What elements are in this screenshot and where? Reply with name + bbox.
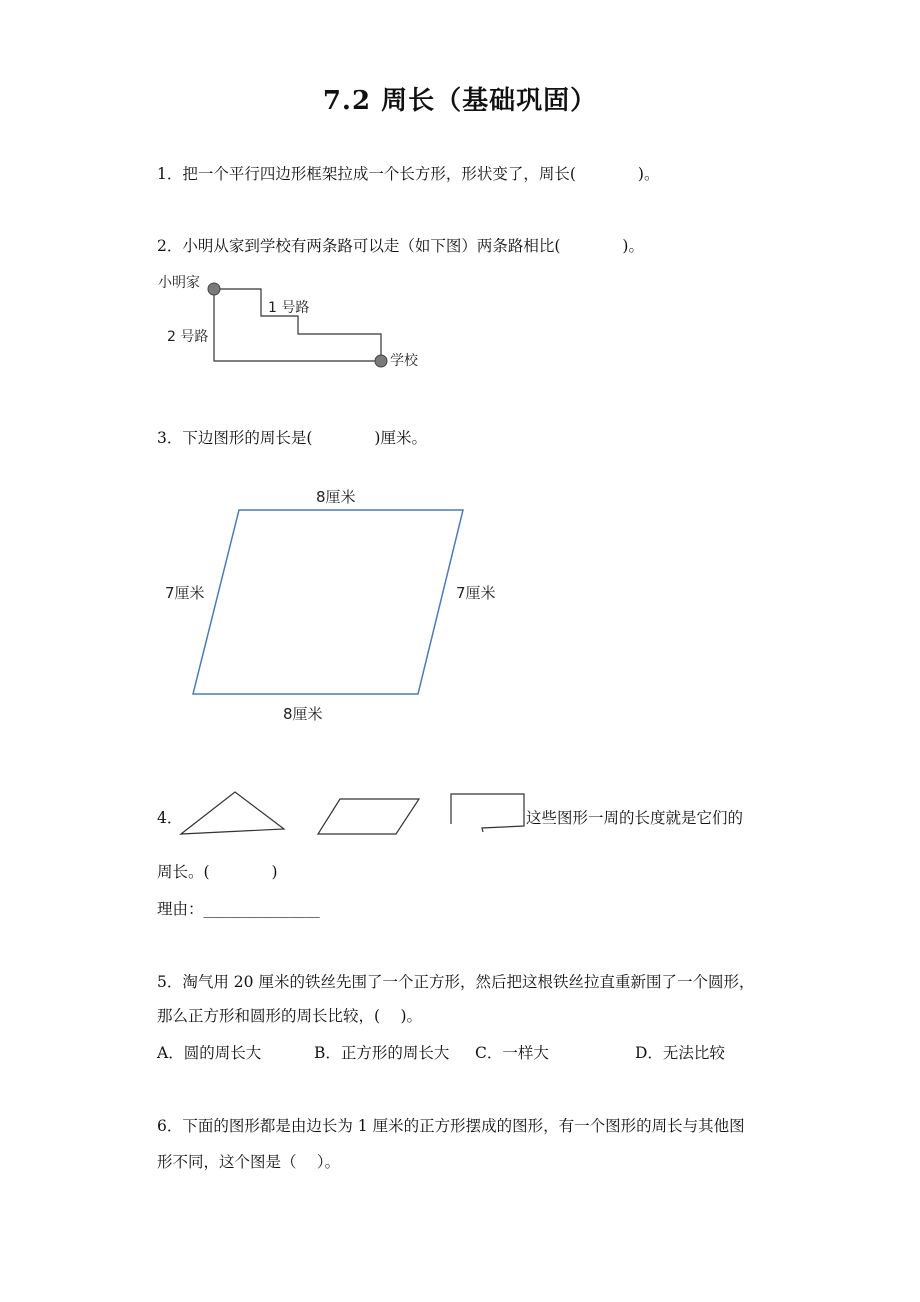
question-4-line2: 周长。( ) <box>157 863 278 881</box>
option-c: C．一样大 <box>475 1044 549 1062</box>
question-1: 1．把一个平行四边形框架拉成一个长方形，形状变了，周长( )。 <box>157 165 660 183</box>
option-b: B．正方形的周长大 <box>314 1044 450 1062</box>
home-label: 小明家 <box>158 275 200 291</box>
open-rectangle-shape <box>451 794 524 832</box>
question-4-reason: 理由：_______________ <box>157 900 320 918</box>
question-3: 3．下边图形的周长是( )厘米。 <box>157 429 427 447</box>
question-6-line1: 6．下面的图形都是由边长为 1 厘米的正方形摆成的图形，有一个图形的周长与其他图 <box>157 1117 745 1135</box>
parallelogram-shape-small <box>318 799 419 834</box>
question-5-line2: 那么正方形和圆形的周长比较，( )。 <box>157 1007 423 1025</box>
bottom-side-label: 8厘米 <box>283 705 323 723</box>
option-d: D．无法比较 <box>635 1044 725 1062</box>
question-2: 2．小明从家到学校有两条路可以走（如下图）两条路相比( )。 <box>157 237 644 255</box>
road-1-label: 1 号路 <box>268 300 310 316</box>
question-5-line1: 5．淘气用 20 厘米的铁丝先围了一个正方形，然后把这根铁丝拉直重新围了一个圆形， <box>157 973 755 991</box>
triangle-shape <box>181 792 284 834</box>
road-2-label: 2 号路 <box>167 329 209 345</box>
question-6-line2: 形不同，这个图是（ ）。 <box>157 1153 341 1171</box>
page-title: 7.2 周长（基础巩固） <box>322 86 598 116</box>
top-side-label: 8厘米 <box>316 488 356 506</box>
question-4-text: 这些图形一周的长度就是它们的 <box>526 809 744 827</box>
option-a: A．圆的周长大 <box>157 1044 262 1062</box>
school-label: 学校 <box>390 353 418 369</box>
right-side-label: 7厘米 <box>456 584 496 602</box>
left-side-label: 7厘米 <box>165 584 205 602</box>
question-4-number: 4． <box>157 809 183 827</box>
